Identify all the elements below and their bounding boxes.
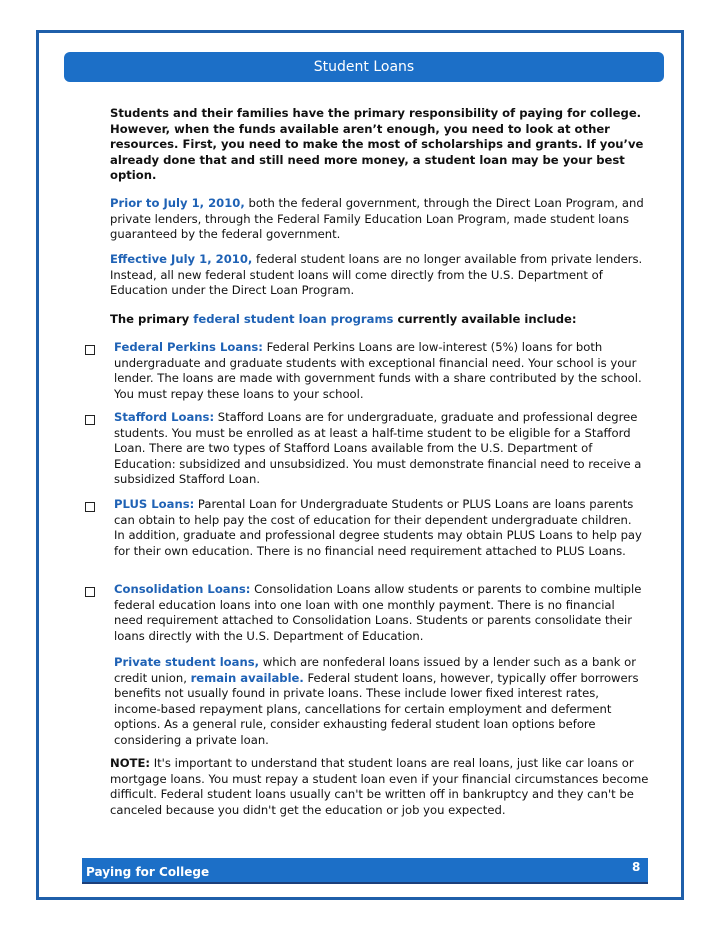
private-paragraph [114,655,644,748]
intro-paragraph: Students and their families have the primary responsibility of paying for college. However, when the funds available aren’t enough, you need to look at other resources. First, you need to make the most of scholarships and grants. If you’ve already done that and still need more money, a student loan may be your best option. [110,106,644,182]
perkins-text: Federal Perkins Loans are low-interest (5%) loans for both undergraduate and graduate students with exceptional financial need. Your school is your lender. The loans are made with government funds with a share contributed by the school. You must repay these loans to your school. [114,340,642,401]
perkins-item [114,340,644,402]
section-title: Student Loans [313,59,415,75]
effective-lead: Effective July 1, 2010, [110,252,253,266]
programs-intro-after: currently available include: [393,312,577,326]
consolidation-checkbox[interactable] [85,587,95,597]
consolidation-text: Consolidation Loans allow students or parents to combine multiple federal education loans into one loan with one monthly payment. There is no financial need requirement attached to Consolidation Loans. Students or parents consolidate their loans directly with the U.S. Department of Education. [114,582,642,643]
plus-item [114,497,644,559]
perkins-checkbox[interactable] [85,345,95,355]
plus-title: PLUS Loans: [114,497,195,511]
programs-intro-link: federal student loan programs [193,312,394,326]
page-number: 8 [632,860,641,874]
plus-text: Parental Loan for Undergraduate Students or PLUS Loans are loans parents can obtain to help pay the cost of education for their dependent undergraduate children. In addition, graduate and professional degree students may obtain PLUS Loans to help pay for their own education. There is no financial need requirement attached to PLUS Loans. [114,497,642,558]
programs-intro [110,312,650,328]
private-emph: remain available. [190,670,304,685]
note-text: It's important to understand that student loans are real loans, just like car loans or mortgage loans. You must repay a student loan even if your financial circumstances become difficult. Federal student loans usually can't be written off in bankruptcy and they can't be canceled because you didn't get the education or job you expected. [110,756,649,817]
stafford-item [114,410,644,488]
section-header [64,52,664,82]
private-lead: Private student loans, [114,655,260,669]
prior-lead: Prior to July 1, 2010, [110,196,245,210]
stafford-text: Stafford Loans are for undergraduate, graduate and professional degree students. You must be enrolled as at least a half-time student to be eligible for a Stafford Loan. There are two types of Stafford Loans available from the U.S. Department of Education: subsidized and unsubsidized. You must demonstrate financial need to receive a subsidized Stafford Loan. [114,410,642,486]
plus-checkbox[interactable] [85,502,95,512]
perkins-title: Federal Perkins Loans: [114,340,263,354]
note-label: NOTE: [110,756,151,770]
prior-paragraph [110,196,650,243]
prior-text: both the federal government, through the Direct Loan Program, and private lenders, through the Federal Family Education Loan Program, made student loans guaranteed by the federal government. [110,196,644,241]
stafford-checkbox[interactable] [85,415,95,425]
consolidation-title: Consolidation Loans: [114,582,251,596]
programs-intro-before: The primary [110,312,194,326]
private-text: Federal student loans, however, typically offer borrowers benefits not usually found in private loans. These include lower fixed interest rates, income-based repayment plans, cancellations for certain employment and deferment options. As a general rule, consider exhausting federal student loan options before considering a private loan. [114,670,639,747]
footer-title: Paying for College [86,865,210,879]
effective-text: federal student loans are no longer available from private lenders. Instead, all new federal student loans will come directly from the U.S. Department of Education under the Direct Loan Program. [110,252,643,297]
stafford-title: Stafford Loans: [114,410,215,424]
note-paragraph [110,756,650,818]
private-mid: which are nonfederal loans issued by a lender such as a bank or credit union, [114,655,637,685]
effective-paragraph [110,252,650,299]
consolidation-item [114,582,644,644]
